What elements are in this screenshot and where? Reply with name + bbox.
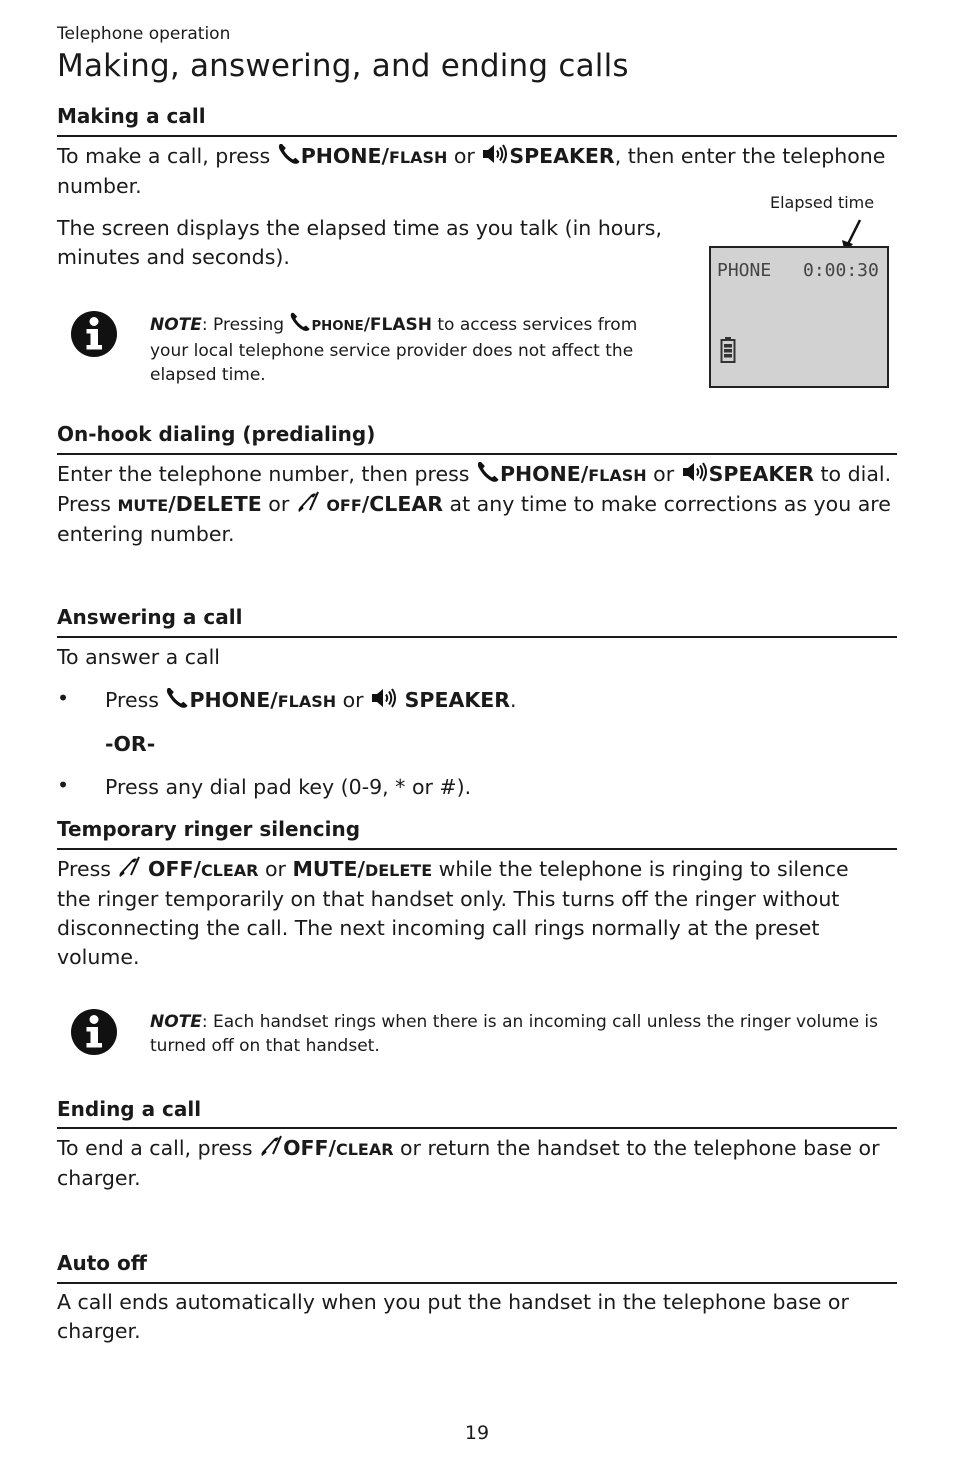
paragraph-line: To make a call, press PHONE/FLASH or SPEAKER, then enter the telephone [57,144,886,168]
note-line: NOTE: Each handset rings when there is an incoming call unless the ringer volume is [150,1012,879,1032]
paragraph-line: Press MUTE/DELETE or OFF/CLEAR at any time to make corrections as you are [57,492,891,516]
lcd-screen [709,246,889,388]
note-line: turned off on that handset. [150,1036,380,1056]
paragraph-line: A call ends automatically when you put the handset in the telephone base or [57,1290,849,1314]
section-rule [57,453,897,455]
paragraph-ringer [57,855,897,972]
page-title: Making, answering, and ending calls [57,48,629,84]
note-line: your local telephone service provider does not affect the [150,341,634,361]
paragraph-line: number. [57,174,142,198]
paragraph-elapsed [57,214,677,272]
note-handset-rings [150,1010,885,1058]
section-heading-ending-a-call: Ending a call [57,1097,202,1121]
breadcrumb: Telephone operation [57,24,231,44]
bullet-marker: • [57,773,70,797]
section-rule [57,1282,897,1284]
lcd-phone-label: PHONE [717,260,772,281]
speaker-icon [481,142,509,166]
section-heading-on-hook-dialing: On-hook dialing (predialing) [57,422,376,446]
section-heading-auto-off: Auto off [57,1251,147,1275]
paragraph-auto-off [57,1288,897,1346]
bullet-marker: • [57,686,70,710]
phone-icon [289,311,311,333]
answering-intro: To answer a call [57,645,220,669]
section-rule [57,848,897,850]
speaker-icon [681,460,709,484]
off-icon [117,855,141,879]
paragraph-line: disconnecting the call. The next incoming call rings normally at the preset [57,916,820,940]
lcd-elapsed-time: 0:00:30 [803,260,879,281]
note-pressing-phone-flash [150,311,680,387]
paragraph-line: Press OFF/CLEAR or MUTE/DELETE while the telephone is ringing to silence [57,857,849,881]
phone-icon [165,686,189,710]
paragraph-line: entering number. [57,522,235,546]
note-line: elapsed time. [150,365,266,385]
elapsed-time-callout: Elapsed time [770,193,875,212]
paragraph-line: the ringer temporarily on that handset only. This turns off the ringer without [57,887,840,911]
note-line: NOTE: Pressing PHONE/FLASH to access services from [150,311,680,339]
or-separator: -OR- [105,732,156,756]
paragraph-line: volume. [57,945,140,969]
bullet-dial-pad: Press any dial pad key (0-9, * or #). [105,775,472,799]
info-icon [70,1008,118,1056]
section-rule [57,135,897,137]
battery-icon [720,336,736,364]
section-rule [57,636,897,638]
paragraph-on-hook [57,460,897,549]
paragraph-ending [57,1134,897,1193]
paragraph-line: To end a call, press OFF/CLEAR or return the handset to the telephone base or [57,1136,880,1160]
page-number: 19 [464,1422,490,1444]
section-heading-making-a-call: Making a call [57,104,206,128]
phone-icon [476,460,500,484]
phone-icon [277,142,301,166]
off-icon [296,490,320,514]
info-icon [70,310,118,358]
section-heading-ringer-silencing: Temporary ringer silencing [57,817,361,841]
off-icon [259,1134,283,1158]
paragraph-line: charger. [57,1166,141,1190]
section-heading-answering-a-call: Answering a call [57,605,243,629]
section-rule [57,1127,897,1129]
bullet-press-phone: Press PHONE/FLASH or SPEAKER. [105,688,517,712]
paragraph-line: minutes and seconds). [57,245,290,269]
paragraph-line: charger. [57,1319,141,1343]
paragraph-line: The screen displays the elapsed time as you talk (in hours, [57,216,662,240]
paragraph-line: Enter the telephone number, then press PHONE/FLASH or SPEAKER to dial. [57,462,892,486]
speaker-icon [370,686,398,710]
